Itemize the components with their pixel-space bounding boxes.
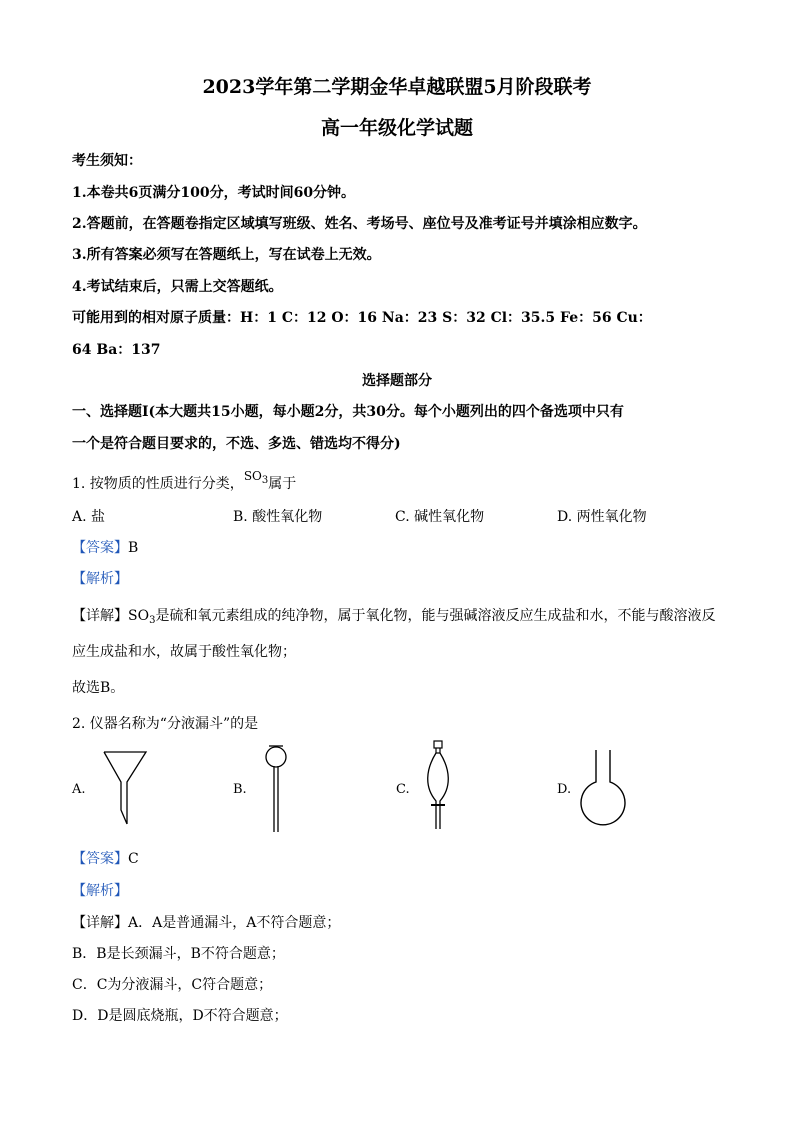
detail-tag: 【详解】 bbox=[72, 608, 128, 624]
exam-title: 2023学年第二学期金华卓越联盟5月阶段联考 bbox=[202, 76, 592, 98]
detail-line: C．C为分液漏斗，C符合题意； bbox=[72, 977, 273, 993]
answer-value: B bbox=[128, 540, 139, 556]
atomic-mass-line: 可能用到的相对原子质量：H：1 C：12 O：16 Na：23 S：32 Cl：35.5 Fe：56 Cu： bbox=[72, 310, 652, 326]
atomic-mass-line: 64 Ba：137 bbox=[72, 342, 161, 358]
option-b: B. 酸性氧化物 bbox=[233, 509, 323, 525]
option-a-label: A. bbox=[72, 782, 86, 797]
analysis-tag: 【解析】 bbox=[72, 883, 128, 899]
question-2-stem: 2. 仪器名称为“分液漏斗”的是 bbox=[72, 716, 259, 732]
ordinary-funnel-icon bbox=[100, 750, 150, 826]
analysis-line bbox=[72, 880, 128, 900]
exam-subtitle: 高一年级化学试题 bbox=[320, 117, 473, 139]
detail-line bbox=[72, 605, 715, 626]
detail-text: A．A是普通漏斗，A不符合题意； bbox=[128, 915, 341, 931]
answer-line bbox=[72, 537, 138, 557]
option-c: C. 碱性氧化物 bbox=[395, 509, 485, 525]
analysis-tag: 【解析】 bbox=[72, 571, 128, 587]
round-bottom-flask-icon bbox=[578, 748, 628, 828]
notice-item: 4.考试结束后，只需上交答题纸。 bbox=[72, 279, 283, 295]
detail-text: 是硫和氧元素组成的纯净物，属于氧化物，能与强碱溶液反应生成盐和水，不能与酸溶液反 bbox=[155, 608, 716, 624]
analysis-line bbox=[72, 568, 128, 588]
conclusion-line: 故选B。 bbox=[72, 680, 125, 696]
notice-item: 1.本卷共6页满分100分，考试时间60分钟。 bbox=[72, 185, 356, 201]
detail-line: 应生成盐和水，故属于酸性氧化物； bbox=[72, 644, 296, 660]
detail-line: D．D是圆底烧瓶，D不符合题意； bbox=[72, 1008, 288, 1024]
stem-text: 1. 按物质的性质进行分类， bbox=[72, 476, 244, 492]
stem-text: 属于 bbox=[268, 476, 297, 492]
separatory-funnel-icon bbox=[422, 739, 454, 835]
section-instruction: 一、选择题Ⅰ(本大题共15小题，每小题2分，共30分。每个小题列出的四个备选项中只有 bbox=[72, 404, 624, 420]
section-title: 选择题部分 bbox=[362, 373, 432, 389]
section-instruction: 一个是符合题目要求的，不选、多选、错选均不得分) bbox=[72, 436, 401, 452]
notice-heading: 考生须知： bbox=[72, 153, 142, 169]
option-d-label: D. bbox=[557, 782, 572, 797]
long-neck-funnel-icon bbox=[260, 744, 292, 836]
option-a: A. 盐 bbox=[72, 509, 106, 525]
so3-formula: $SO_3$ bbox=[243, 469, 269, 486]
question-1-stem bbox=[72, 469, 297, 494]
detail-tag: 【详解】 bbox=[72, 915, 128, 931]
notice-item: 2.答题前，在答题卷指定区域填写班级、姓名、考场号、座位号及准考证号并填涂相应数字。 bbox=[72, 216, 647, 232]
notice-item: 3.所有答案必须写在答题纸上，写在试卷上无效。 bbox=[72, 247, 381, 263]
answer-value: C bbox=[128, 851, 139, 867]
option-d: D. 两性氧化物 bbox=[557, 509, 647, 525]
so3-formula: $SO_3$ bbox=[128, 608, 156, 626]
answer-line bbox=[72, 848, 139, 868]
answer-tag: 【答案】 bbox=[72, 540, 128, 556]
detail-line: B．B是长颈漏斗，B不符合题意； bbox=[72, 946, 285, 962]
option-c-label: C. bbox=[396, 782, 410, 797]
answer-tag: 【答案】 bbox=[72, 851, 128, 867]
option-b-label: B. bbox=[233, 782, 247, 797]
detail-line bbox=[72, 912, 340, 932]
